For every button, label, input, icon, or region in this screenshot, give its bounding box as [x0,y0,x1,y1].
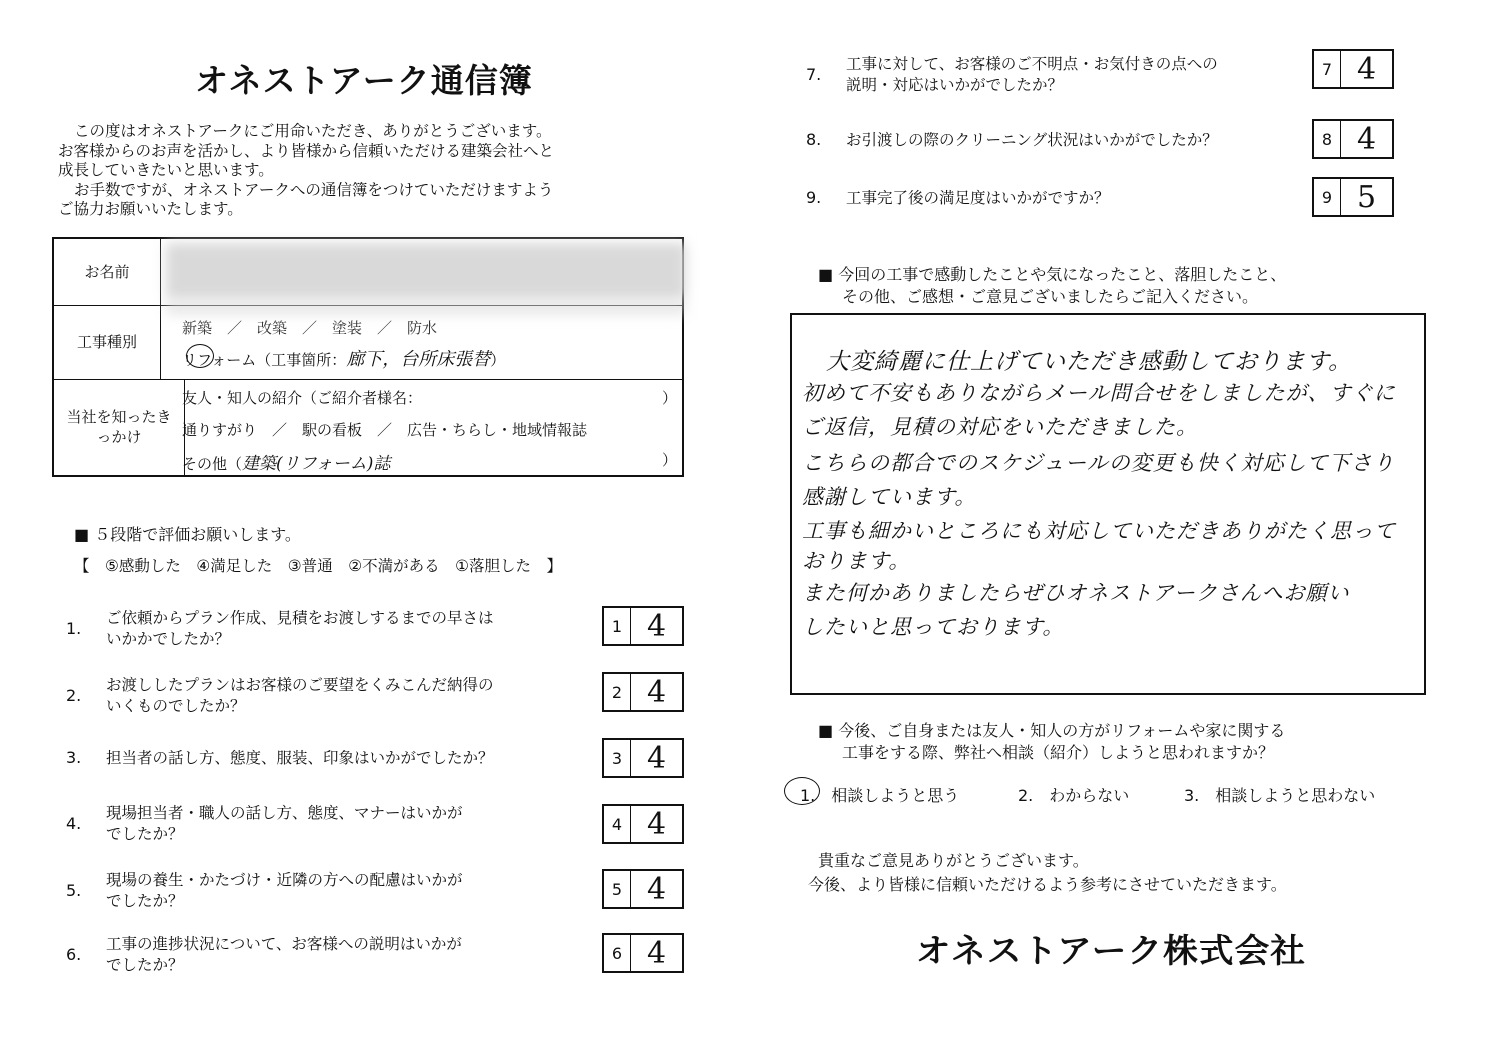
intro-line: 成長していきたいと思います。 [58,161,274,179]
score-box [1312,177,1394,217]
score-box-number: 5 [604,871,631,907]
work-type-label: 工事種別 [54,305,161,379]
referral-option-2: 2. わからない [1018,786,1130,805]
comment-line: したいと思っております。 [802,615,1065,639]
score-value: 4 [646,871,667,907]
work-type-reform [182,345,505,371]
score-value: 4 [646,806,667,842]
score-value: 4 [1356,121,1377,157]
comment-line: ご返信，見積の対応をいただきました。 [802,415,1198,439]
referral-heading: ■ 今後、ご自身または友人・知人の方がリフォームや家に関する [818,721,1286,740]
comments-heading-2: その他、ご感想・ご意見ございましたらご記入ください。 [842,287,1259,306]
score-value: 5 [1356,179,1377,215]
source-other-value: 建築(リフォーム)誌 [242,454,391,474]
page-title: オネストアーク通信簿 [195,61,533,100]
question-line: いくものでしたか？ [106,697,246,715]
score-box-number: 4 [604,806,631,842]
score-box-number: 6 [604,935,631,971]
question-text [106,608,494,650]
comment-line: 初めて不安もありながらメール問合せをしましたが、すぐに [802,381,1396,405]
thanks-line: 貴重なご意見ありがとうございます。 [818,851,1089,870]
score-value: 4 [646,740,667,776]
score-box [602,606,684,646]
referral-selected-circle [784,777,820,805]
name-row [54,239,682,306]
comment-line: こちらの都合でのスケジュールの変更も快く対応して下さり [802,451,1395,475]
score-box [602,869,684,909]
source-other [182,449,390,474]
question-number: 8. [806,130,822,149]
score-box-number: 7 [1314,51,1341,87]
question-number: 3. [66,748,82,767]
reform-suffix: ） [490,351,506,369]
score-box [602,933,684,973]
comment-line: おります。 [802,549,911,573]
question-text [106,748,494,769]
question-line: お引渡しの際のクリーニング状況はいかがでしたか？ [846,131,1218,149]
source-label: 当社を知ったきっかけ [54,379,185,475]
comment-line: 感謝しています。 [802,485,977,509]
comments-heading: ■ 今回の工事で感動したことや気になったこと、落胆したこと、 [818,265,1287,284]
source-other-prefix: その他（ [182,455,243,473]
intro-line: お手数ですが、オネストアークへの通信簿をつけていただけますよう [74,180,554,199]
question-line: でしたか？ [106,892,184,910]
question-line: 工事の進捗状況について、お客様への説明はいかが [106,935,462,953]
customer-info-table [52,237,684,477]
score-value: 4 [646,608,667,644]
question-number: 6. [66,945,82,964]
question-text [106,870,463,912]
score-box-number: 2 [604,674,631,710]
question-text [846,130,1218,151]
rating-heading: ■ ５段階で評価お願いします。 [74,525,301,544]
question-line: 工事完了後の満足度はいかがですか？ [846,189,1110,207]
reform-location: 廊下，台所床張替 [346,349,491,370]
comment-line: また何かありましたらぜひオネストアークさんへお願い [802,581,1350,605]
question-line: 現場の養生・かたづけ・近隣の方への配慮はいかが [106,871,463,889]
source-row [54,379,682,475]
question-line: 担当者の話し方、態度、服装、印象はいかがでしたか？ [106,749,494,767]
question-number: 5. [66,881,82,900]
score-box-number: 9 [1314,179,1341,215]
question-text [106,934,462,976]
question-text [846,188,1110,209]
question-number: 2. [66,686,82,705]
comment-line: 大変綺麗に仕上げていただき感動しております。 [826,349,1353,375]
comments-box [790,313,1426,695]
intro-text [58,122,658,220]
score-box [1312,119,1394,159]
name-redacted [166,243,686,299]
question-text [106,803,463,845]
source-other-end: ） [662,451,678,469]
score-box-number: 3 [604,740,631,776]
name-label: お名前 [54,239,161,305]
question-text [846,54,1218,96]
score-box [602,804,684,844]
source-options: 通りすがり ／ 駅の看板 ／ 広告・ちらし・地域情報誌 [182,421,588,439]
score-box-number: 1 [604,608,631,644]
intro-line: この度はオネストアークにご用命いただき、ありがとうございます。 [74,122,552,140]
question-line: お渡ししたプランはお客様のご要望をくみこんだ納得の [106,676,494,694]
score-value: 4 [1356,51,1377,87]
question-number: 9. [806,188,822,207]
question-number: 7. [806,65,822,84]
question-line: いかかでしたか？ [106,630,231,648]
reform-circle [186,344,214,368]
score-box [1312,49,1394,89]
referral-heading-2: 工事をする際、弊社へ相談（紹介）しようと思われますか？ [842,743,1275,762]
score-box [602,738,684,778]
intro-line: お客様からのお声を活かし、より皆様から信頼いただける建築会社へと [58,141,555,160]
work-type-row [54,305,682,380]
source-referral-end: ） [662,389,678,407]
question-line: 工事に対して、お客様のご不明点・お気付きの点への [846,55,1218,73]
blur-edge [166,301,686,315]
question-line: ご依頼からプラン作成、見積をお渡しするまでの早さは [106,609,494,627]
comment-line: 工事も細かいところにも対応していただきありがたく思って [802,519,1396,543]
thanks-line: 今後、より皆様に信頼いただけるよう参考にさせていただきます。 [808,875,1287,894]
score-box-number: 8 [1314,121,1341,157]
question-text [106,675,494,717]
intro-line: ご協力お願いいたします。 [58,200,243,218]
work-type-options: 新築 ／ 改築 ／ 塗装 ／ 防水 [182,319,438,337]
question-line: 現場担当者・職人の話し方、態度、マナーはいかが [106,804,463,822]
score-box [602,672,684,712]
referral-option-3: 3. 相談しようと思わない [1184,786,1376,805]
score-value: 4 [646,935,667,971]
company-logo-text: オネストアーク株式会社 [915,931,1306,970]
question-line: でしたか？ [106,956,184,974]
rating-scale: 【 ⑤感動した ④満足した ③普通 ②不満がある ①落胆した 】 [74,557,562,575]
question-line: 説明・対応はいかがでしたか？ [846,76,1064,94]
question-number: 1. [66,619,82,638]
question-line: でしたか？ [106,825,184,843]
source-referral: 友人・知人の紹介（ご紹介者様名： [182,389,423,407]
score-value: 4 [646,674,667,710]
referral-option-1: 1. 相談しようと思う [800,786,960,805]
reform-prefix: リフォーム（工事箇所： [182,351,347,369]
question-number: 4. [66,814,82,833]
